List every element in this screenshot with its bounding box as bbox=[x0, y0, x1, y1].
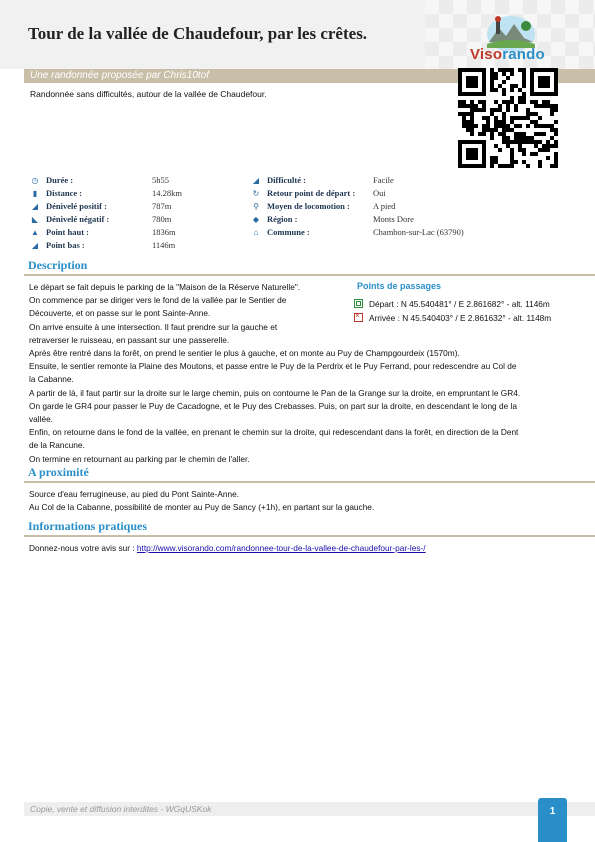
end-marker-icon bbox=[354, 313, 363, 322]
townhall-icon: ⌂ bbox=[253, 228, 259, 237]
low-point-icon: ◢ bbox=[31, 241, 39, 250]
description-narrow: Le départ se fait depuis le parking de la "Maison de la Réserve Naturelle". On commence par se diriger vers le fond de la vallée par le Sentier de Découverte, et on passe sur le pont Sainte-Anne. On arrive ensuite à une intersection. Il faut prendre sur la gauche et retraverser le ruisseau, en passant sur une passerelle. bbox=[29, 282, 301, 345]
pratiques-title: Informations pratiques bbox=[28, 519, 148, 533]
subtitle: Une randonnée proposée par Chris10tof bbox=[30, 70, 210, 81]
distance-icon: ▮ bbox=[32, 189, 38, 198]
ascent-icon: ◢ bbox=[31, 202, 39, 211]
summit-icon: ▲ bbox=[31, 228, 39, 237]
proximite-title: A proximité bbox=[28, 465, 89, 479]
clock-icon: ◷ bbox=[31, 176, 39, 185]
difficulty-icon: ◢ bbox=[252, 176, 260, 185]
logo-text: Visorando bbox=[470, 46, 545, 63]
loop-icon: ↻ bbox=[252, 189, 260, 198]
page: Tour de la vallée de Chaudefour, par les crêtes. Visorando Une randonnée proposée par Chris10tof Randonnée sans difficultés, autour de la vallée de Chaudefour. ◷ Durée : 5h55 ▮ Distance : 14.28km ◢ Dénivelé positif : 787m ◣ Dénivelé négatif : 780m ▲ Point haut : 1836m ◢ Point bas : 1146m ◢ Difficulté : Facile ↻ Retour point de départ : Oui ⚲ Moyen de locomotion : A pied ◆ Région : Monts Dore ⌂ Commune : Chambon-sur-Lac (63790) Description Le départ se fait depuis le parking de la "Maison de la Réserve Naturelle". On commence par se diriger vers le fond de la vallée par le Sentier de Découverte, et on passe sur le pont Sainte-Anne. On arrive ensuite à une intersection. Il faut prendre sur la gauche et retraverser le ruisseau, en passant sur une passerelle. Points de passages Départ : N 45.540481° / E 2.861682° - alt. 1146m ×Arrivée : N 45.540403° / E 2.861632° - alt. 1148m Après être rentré dans la forêt, on prend le sentier le plus à gauche, et on monte au Puy de Champgourdeix (1570m). Ensuite, le sentier remonte la Plaine des Moutons, et passe entre le Puy de la Perdrix et le Puy Ferrand, pour redescendre au Col de la Cabanne. A partir de là, il faut partir sur la droite sur le large chemin, puis on contourne le Pan de la Grange sur la droite, en empruntant le GR4. On garde le GR4 pour passer le Puy de Cacadogne, et le Puy des Crebasses. Puis, on part sur la droite, en descendant le long de la vallée. Enfin, on retourne dans le fond de la vallée, en prenant le chemin sur la droite, qui redescendant dans la forêt, en direction de la Dent de la Rancune. On termine en retournant au parking par le chemin de l'aller. A proximité Source d'eau ferrugineuse, au pied du Pont Sainte-Anne. Au Col de la Cabanne, possibilité de monter au Puy de Sancy (+1h), en partant sur la gauche. Informations pratiques Donnez-nous votre avis sur : http://www.visorando.com/randonnee-tour-de-la-vallee-de-chaudefour-par-les-/ Copie, vente et diffusion interdites - WGqUSKok 1 bbox=[0, 0, 595, 842]
points-passages-title: Points de passages bbox=[357, 281, 442, 291]
footer-text: Copie, vente et diffusion interdites - WGqUSKok bbox=[30, 804, 212, 814]
page-number: 1 bbox=[538, 798, 567, 842]
waypoint-start: Départ : N 45.540481° / E 2.861682° - alt. 1146m bbox=[354, 299, 550, 309]
pratiques-text: Donnez-nous votre avis sur : http://www.visorando.com/randonnee-tour-de-la-vallee-de-chaudefour-par-les-/ bbox=[29, 543, 426, 553]
description-divider bbox=[24, 274, 595, 276]
summary-text: Randonnée sans difficultés, autour de la vallée de Chaudefour. bbox=[30, 89, 267, 99]
page-title: Tour de la vallée de Chaudefour, par les crêtes. bbox=[28, 24, 368, 43]
region-icon: ◆ bbox=[252, 215, 260, 224]
visorando-link[interactable]: http://www.visorando.com/randonnee-tour-de-la-vallee-de-chaudefour-par-les-/ bbox=[136, 543, 426, 553]
hiker-icon: ⚲ bbox=[253, 202, 259, 211]
waypoint-end: ×Arrivée : N 45.540403° / E 2.861632° - alt. 1148m bbox=[354, 313, 551, 323]
description-wide: Après être rentré dans la forêt, on prend le sentier le plus à gauche, et on monte au Puy de Champgourdeix (1570m). Ensuite, le sentier remonte la Plaine des Moutons, et passe entre le Puy de la Perdrix et le Puy Ferrand, pour redescendre au Col de la Cabanne. A partir de là, il faut partir sur la droite sur le large chemin, puis on contourne le Pan de la Grange sur la droite, en empruntant le GR4. On garde le GR4 pour passer le Puy de Cacadogne, et le Puy des Crebasses. Puis, on part sur la droite, en descendant le long de la vallée. Enfin, on retourne dans le fond de la vallée, en prenant le chemin sur la droite, qui redescendant dans la forêt, en direction de la Dent de la Rancune. On termine en retournant au parking par le chemin de l'aller. bbox=[29, 348, 521, 464]
pratiques-divider bbox=[24, 535, 595, 537]
descent-icon: ◣ bbox=[31, 215, 39, 224]
proximite-text: Source d'eau ferrugineuse, au pied du Pont Sainte-Anne. Au Col de la Cabanne, possibilité de monter au Puy de Sancy (+1h), en partant sur la gauche. bbox=[29, 489, 375, 513]
start-marker-icon bbox=[354, 299, 363, 308]
qr-code-icon bbox=[458, 68, 558, 168]
proximite-divider bbox=[24, 481, 595, 483]
description-title: Description bbox=[28, 258, 88, 272]
